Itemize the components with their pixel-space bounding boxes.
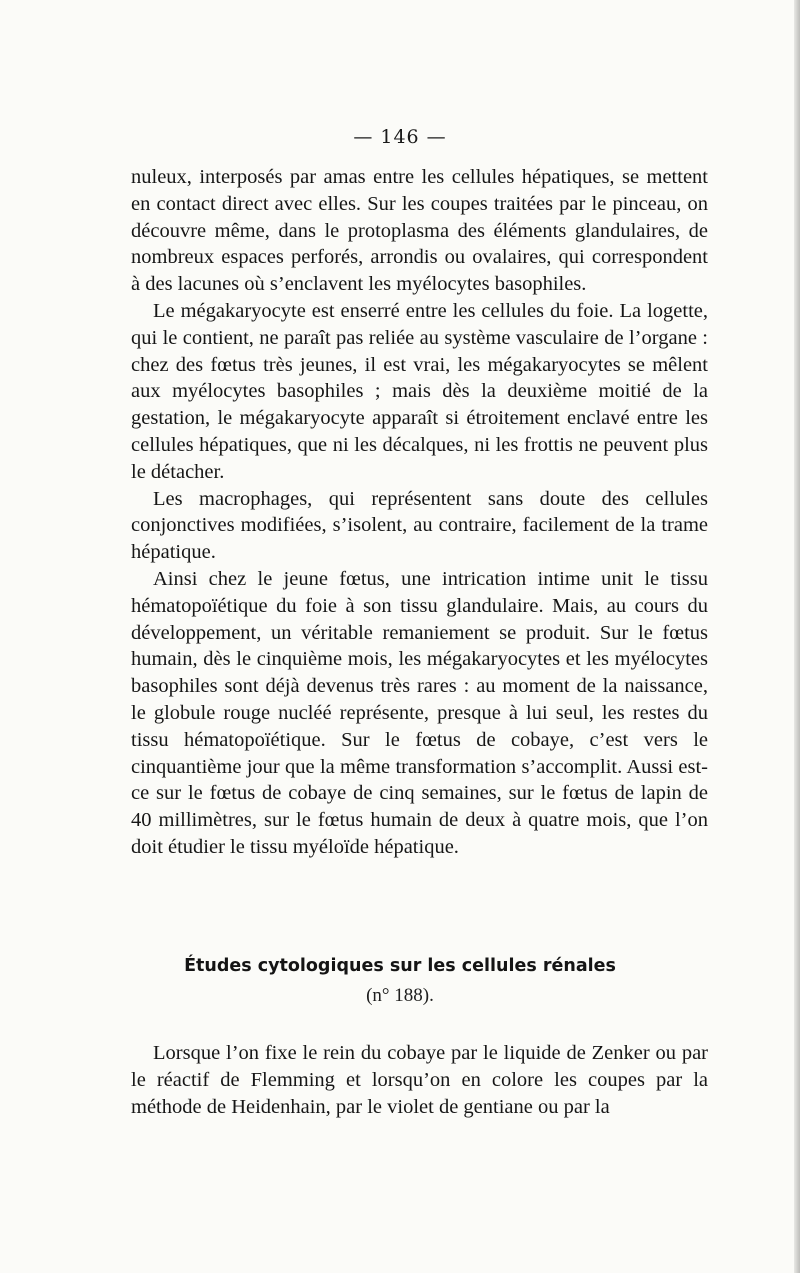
paragraph-5: Lorsque l’on fixe le rein du cobaye par le liquide de Zenker ou par le réactif de Flemming et lorsqu’on en colore les coupes par la méthode de Heidenhain, par le violet de gentiane ou par la <box>131 1042 708 1118</box>
body-text-bottom <box>131 1040 708 1120</box>
page-number: — 146 — <box>353 126 447 148</box>
paragraph-4: Ainsi chez le jeune fœtus, une intrication intime unit le tissu hématopoïétique du foie à son tissu glandulaire. Mais, au cours du développement, un véritable remaniement se produit. Sur le fœtus humain, dès le cinquième mois, les mégakaryocytes et les myélocytes basophiles sont déjà devenus très rares : au moment de la naissance, le globule rouge nucléé représente, presque à lui seul, les restes du tissu hématopoïétique. Sur le fœtus de cobaye, c’est vers le cinquantième jour que la même transformation s’accomplit. Aussi est-ce sur le fœtus de cobaye de cinq semaines, sur le fœtus de lapin de 40 millimètres, sur le fœtus humain de deux à quatre mois, que l’on doit étudier le tissu myéloïde hépatique. <box>131 567 708 858</box>
paragraph-3: Les macrophages, qui représentent sans doute des cellules conjonctives modifiées, s’isolent, au contraire, facilement de la trame hépatique. <box>131 487 708 564</box>
paragraph-1: nuleux, interposés par amas entre les cellules hépatiques, se mettent en contact direct avec elles. Sur les coupes traitées par le pinceau, on découvre même, dans le protoplasma des éléments glandulaires, de nombreux espaces perforés, arrondis ou ovalaires, qui correspondent à des lacunes où s’enclavent les myélocytes basophiles. <box>131 166 708 296</box>
paragraph-2: Le mégakaryocyte est enserré entre les cellules du foie. La logette, qui le contient, ne paraît pas reliée au système vasculaire de l’organe : chez des fœtus très jeunes, il est vrai, les mégakaryocytes se mêlent aux myélocytes basophiles ; mais dès la deuxième moitié de la gestation, le mégakaryocyte apparaît si étroitement enclavé entre les cellules hépatiques, que ni les décalques, ni les frottis ne peuvent plus le détacher. <box>131 299 708 483</box>
section-title: Études cytologiques sur les cellules rénales <box>184 956 616 976</box>
section-reference: (n° 188). <box>366 985 434 1006</box>
body-text-top <box>131 164 708 861</box>
scan-edge <box>794 0 800 1273</box>
